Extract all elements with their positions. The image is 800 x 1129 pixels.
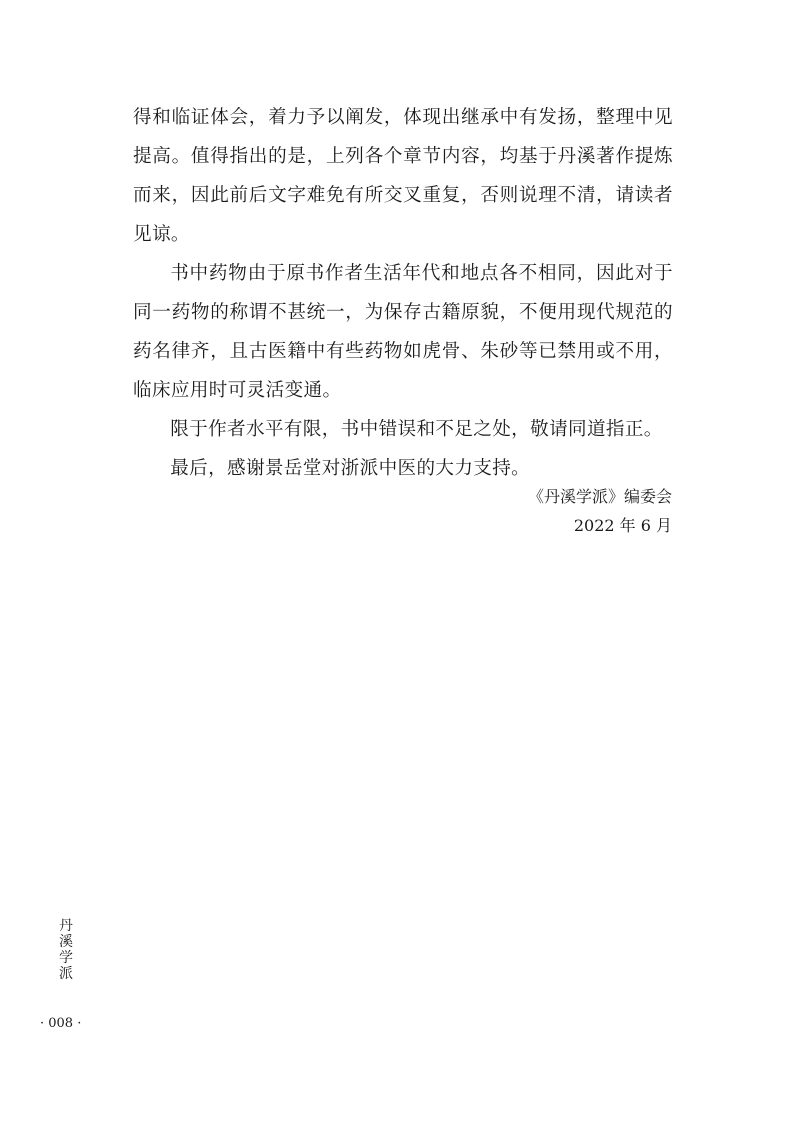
paragraph-3: 限于作者水平有限，书中错误和不足之处，敬请同道指正。 xyxy=(170,419,663,440)
side-title-char: 学 xyxy=(59,950,73,966)
side-title-char: 丹 xyxy=(59,918,73,934)
paragraph-2: 书中药物由于原书作者生活年代和地点各不相同，因此对于同一药物的称谓不甚统一，为保存古籍原貌，不便用现代规范的药名律齐，且古医籍中有些药物如虎骨、朱砂等已禁用或不用，临床应用时可灵活变通。 xyxy=(133,263,673,401)
signature-date: 2022 年 6 月 xyxy=(573,516,672,535)
page-number: · 008 · xyxy=(40,1016,82,1031)
side-book-title xyxy=(58,918,74,982)
side-title-char: 派 xyxy=(59,966,73,982)
paragraph-4: 最后，感谢景岳堂对浙派中医的大力支持。 xyxy=(170,458,531,479)
paragraph-1: 得和临证体会，着力予以阐发，体现出继承中有发扬，整理中见提高。值得指出的是，上列各个章节内容，均基于丹溪著作提炼而来，因此前后文字难免有所交叉重复，否则说理不清，请读者见谅。 xyxy=(133,107,673,245)
body-text xyxy=(133,98,673,488)
signature-block xyxy=(528,482,672,540)
signature-author: 《丹溪学派》编委会 xyxy=(527,487,672,506)
side-title-char: 溪 xyxy=(59,934,73,950)
